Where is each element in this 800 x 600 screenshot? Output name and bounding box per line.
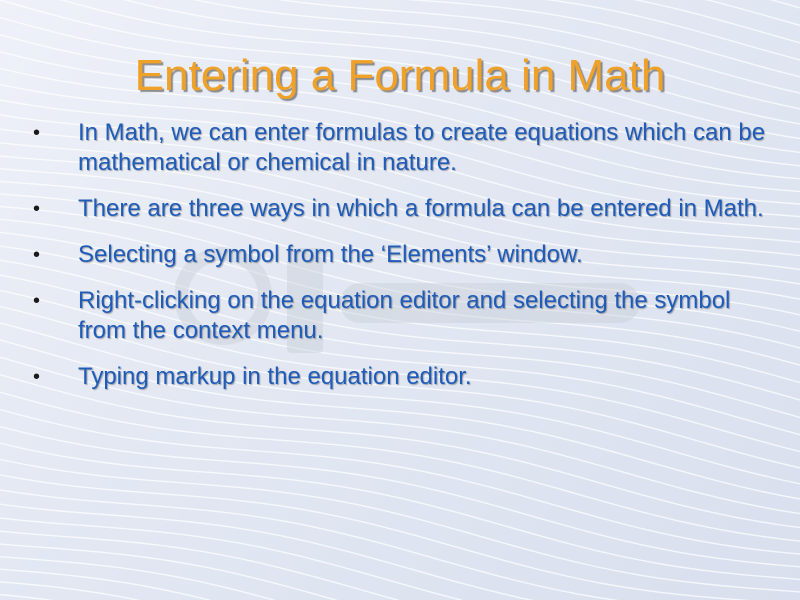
bullet-text: Selecting a symbol from the ‘Elements’ window.: [78, 241, 583, 268]
bullet-dot-icon: •: [33, 290, 41, 312]
background-wave-line: [0, 0, 800, 25]
bullet-dot-icon: •: [33, 244, 41, 266]
background-wave-line: [0, 569, 800, 600]
bullet-item: [33, 240, 778, 270]
background-wave-line: [0, 0, 800, 8]
bullet-text: Right-clicking on the equation editor and selecting the symbol from the context menu.: [78, 287, 731, 344]
background-wave-line: [0, 582, 800, 600]
bullet-text: In Math, we can enter formulas to create equations which can be mathematical or chemical in nature.: [78, 119, 766, 176]
background-wave-line: [0, 459, 800, 592]
background-wave-line: [0, 518, 800, 600]
background-wave-line: [0, 557, 800, 600]
bullet-list: [33, 118, 778, 408]
slide-title: Entering a Formula in Math: [134, 51, 666, 100]
bullet-dot-icon: •: [33, 122, 41, 144]
bullet-item: [33, 118, 778, 178]
bullet-item: [33, 194, 778, 224]
bullet-dot-icon: •: [33, 198, 41, 220]
background-wave-line: [0, 443, 800, 579]
bullet-text: Typing markup in the equation editor.: [78, 363, 472, 390]
bullet-dot-icon: •: [33, 366, 41, 388]
background-wave-line: [0, 427, 800, 567]
bullet-text: There are three ways in which a formula can be entered in Math.: [78, 195, 764, 222]
bullet-item: [33, 286, 778, 346]
bullet-item: [33, 362, 778, 392]
